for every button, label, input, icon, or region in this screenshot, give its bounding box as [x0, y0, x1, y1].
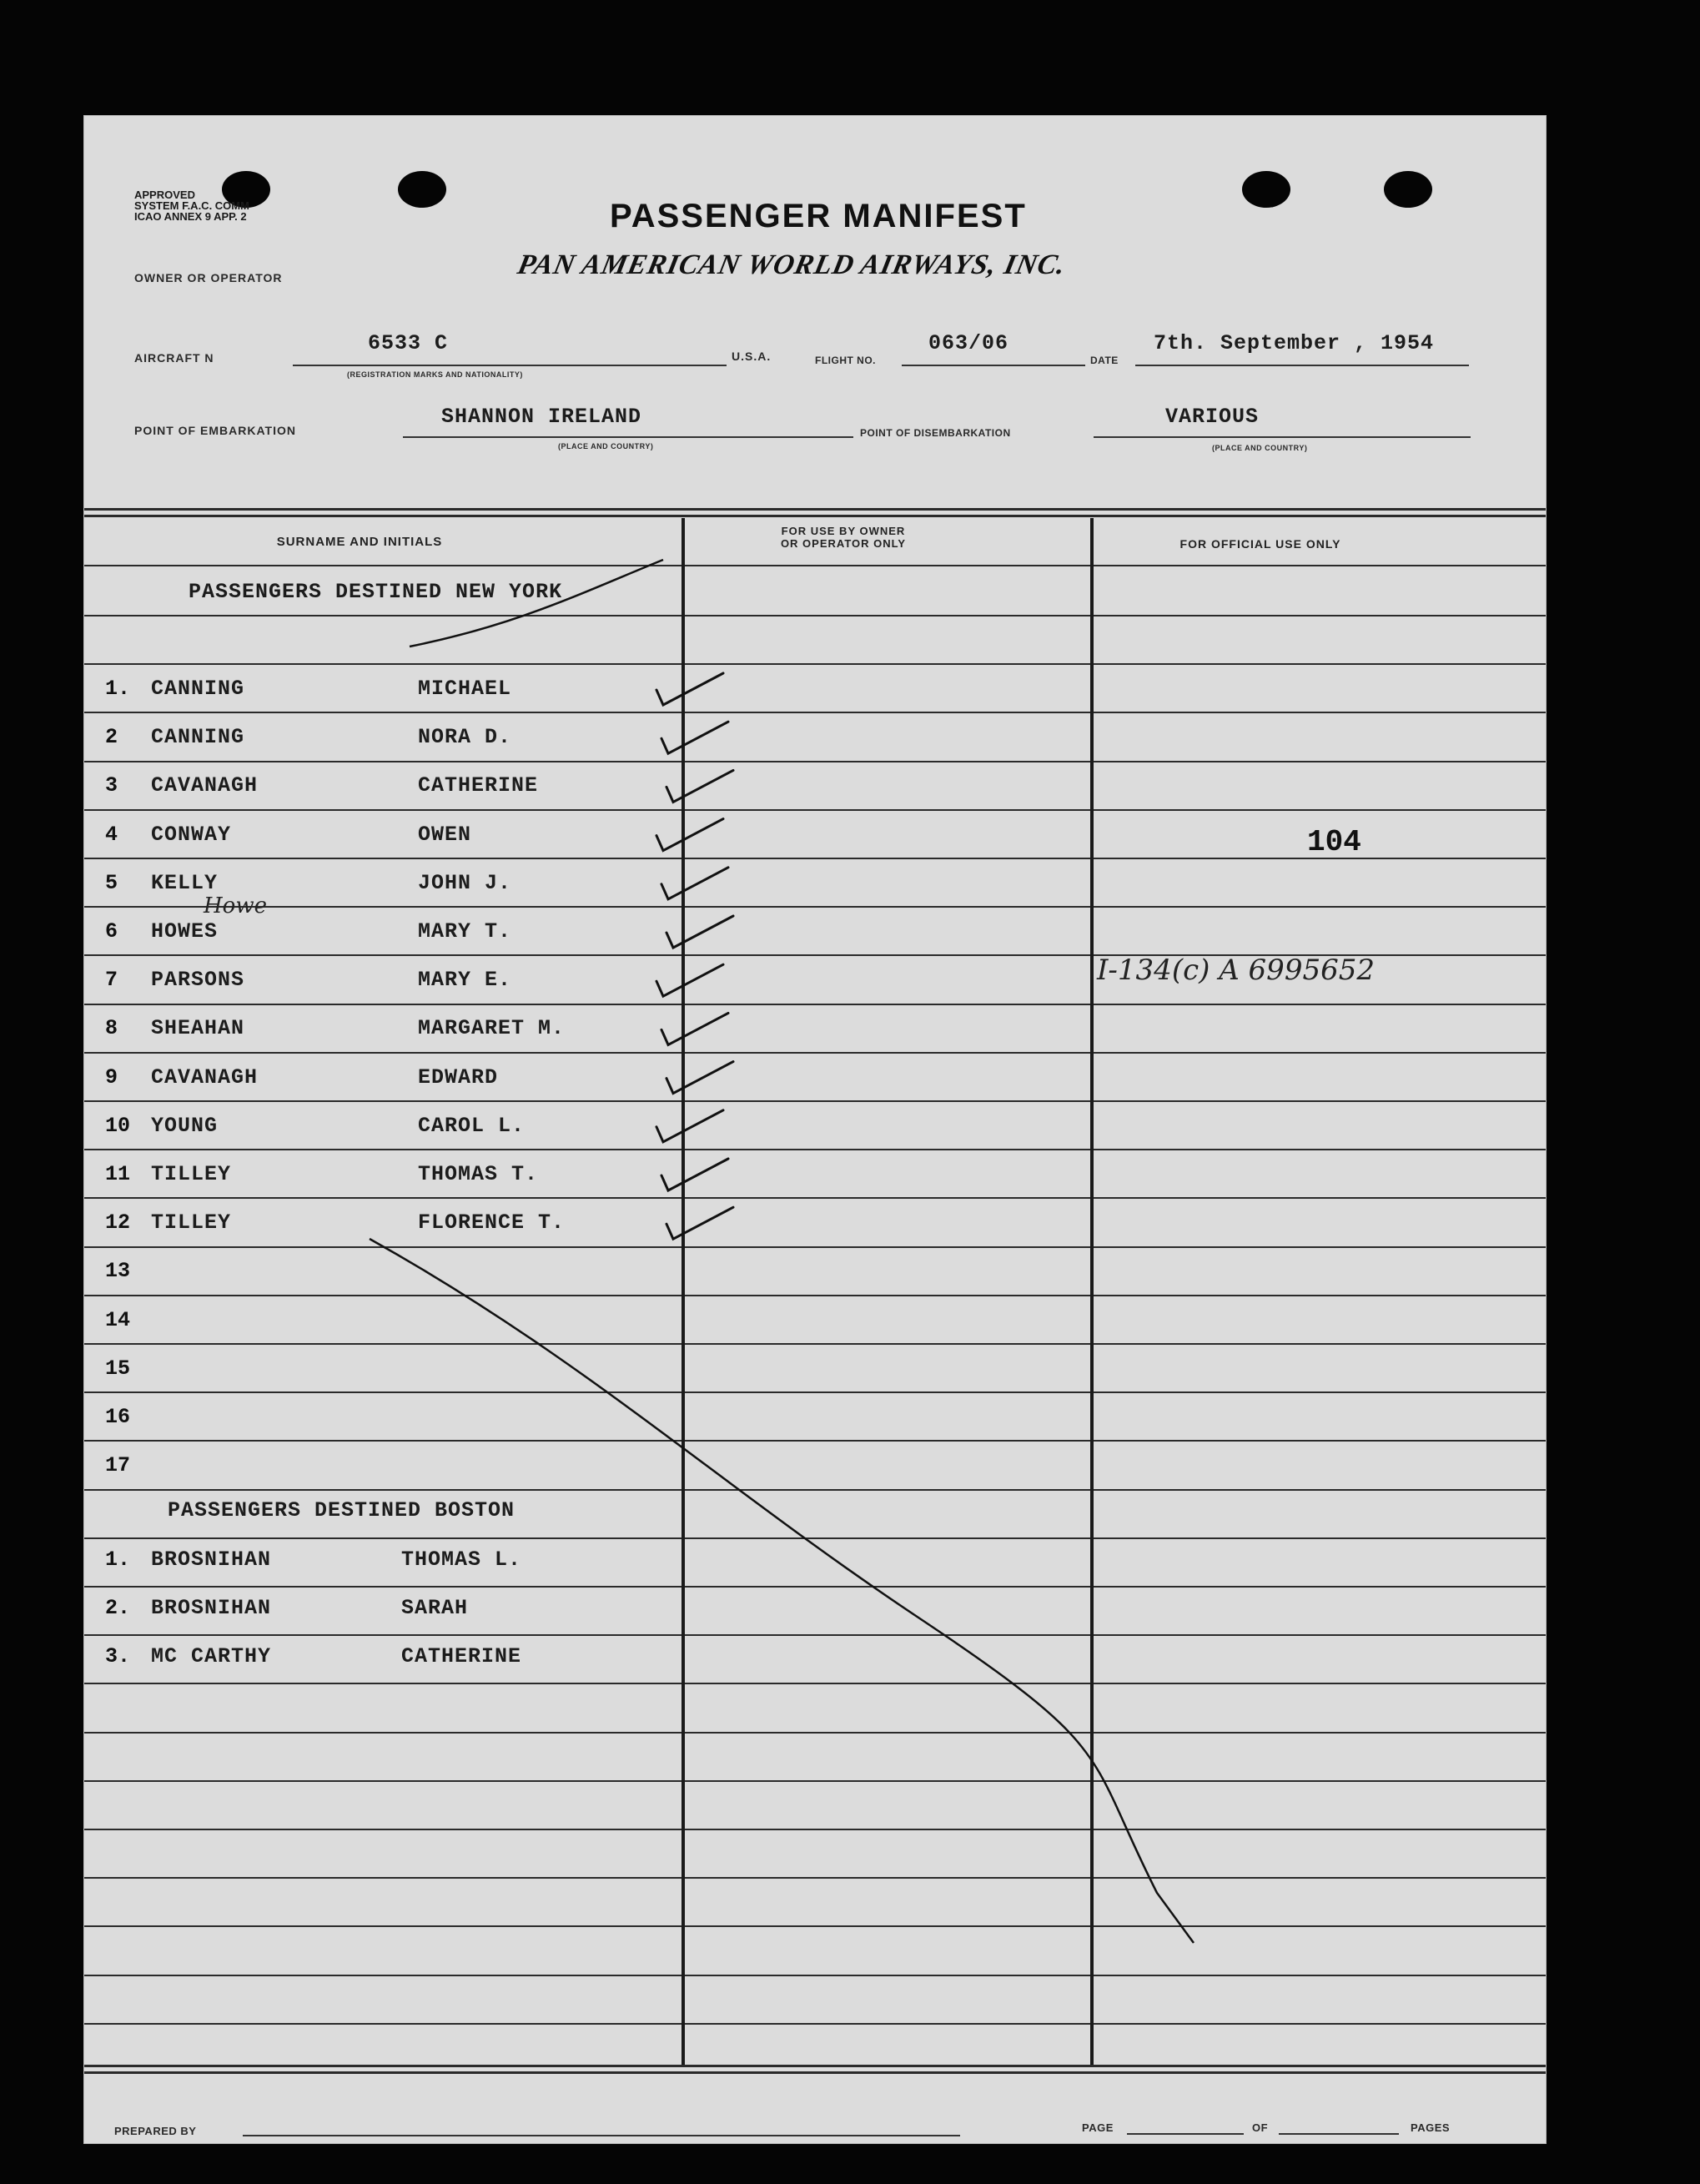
row-number: 7 — [105, 968, 118, 992]
pen-marks — [84, 116, 1546, 2143]
passenger-given-name: FLORENCE T. — [418, 1210, 566, 1235]
passenger-surname: KELLY — [151, 871, 219, 895]
disembark-label: POINT OF DISEMBARKATION — [860, 427, 1011, 439]
row-number: 14 — [105, 1308, 131, 1332]
row-number: 9 — [105, 1065, 118, 1089]
passenger-given-name: CATHERINE — [401, 1644, 522, 1668]
row-number: 10 — [105, 1114, 131, 1138]
passenger-surname: BROSNIHAN — [151, 1596, 272, 1620]
date-value: 7th. September , 1954 — [1154, 331, 1435, 355]
page-label: PAGE — [1082, 2121, 1114, 2134]
check-mark — [666, 1062, 733, 1094]
passenger-surname: BROSNIHAN — [151, 1547, 272, 1572]
pages-label: PAGES — [1411, 2121, 1451, 2134]
row-number: 6 — [105, 919, 118, 944]
howe-correction: Howe — [204, 893, 267, 918]
owner-label: OWNER OR OPERATOR — [134, 271, 283, 284]
row-number: 2. — [105, 1596, 131, 1620]
passenger-surname: CANNING — [151, 725, 245, 749]
check-mark — [661, 1159, 728, 1190]
passenger-surname: TILLEY — [151, 1162, 232, 1186]
passenger-surname: CONWAY — [151, 823, 232, 847]
section-heading-boston: PASSENGERS DESTINED BOSTON — [168, 1498, 516, 1522]
passenger-surname: CANNING — [151, 677, 245, 701]
passenger-given-name: CAROL L. — [418, 1114, 526, 1138]
passenger-surname: PARSONS — [151, 968, 245, 992]
row-number: 15 — [105, 1356, 131, 1381]
row-number: 3. — [105, 1644, 131, 1668]
passenger-surname: HOWES — [151, 919, 219, 944]
passenger-surname: TILLEY — [151, 1210, 232, 1235]
passenger-surname: SHEAHAN — [151, 1016, 245, 1040]
embark-value: SHANNON IRELAND — [441, 405, 642, 429]
flight-label: FLIGHT NO. — [815, 355, 876, 366]
disembark-value: VARIOUS — [1165, 405, 1260, 429]
footer-rule — [84, 2071, 1546, 2074]
passenger-surname: CAVANAGH — [151, 1065, 259, 1089]
check-mark — [656, 964, 723, 996]
row-number: 8 — [105, 1016, 118, 1040]
manifest-sheet — [83, 115, 1547, 2144]
row-number: 16 — [105, 1405, 131, 1429]
owner-use-line: FOR USE BY OWNER — [781, 525, 906, 537]
column-header-surname: SURNAME AND INITIALS — [276, 535, 443, 549]
flight-value: 063/06 — [928, 331, 1009, 355]
prepared-by-underline — [243, 2135, 960, 2136]
of-underline — [1279, 2133, 1399, 2135]
passenger-given-name: EDWARD — [418, 1065, 499, 1089]
date-label: DATE — [1090, 355, 1119, 366]
approval-line: ICAO ANNEX 9 APP. 2 — [134, 210, 247, 223]
registration-note: (REGISTRATION MARKS AND NATIONALITY) — [347, 370, 523, 379]
check-mark — [666, 916, 733, 948]
section-heading-new-york: PASSENGERS DESTINED NEW YORK — [189, 580, 563, 604]
passenger-surname: CAVANAGH — [151, 773, 259, 798]
usa-label: U.S.A. — [732, 350, 772, 363]
check-mark — [656, 819, 723, 851]
row-number: 5 — [105, 871, 118, 895]
passenger-given-name: OWEN — [418, 823, 472, 847]
of-label: OF — [1252, 2121, 1269, 2134]
check-marks — [656, 673, 733, 1239]
check-mark — [666, 1207, 733, 1239]
check-mark — [666, 770, 733, 802]
approval-line: SYSTEM F.A.C. COMM — [134, 199, 249, 212]
page-title: PASSENGER MANIFEST — [610, 198, 1027, 234]
column-header-official: FOR OFFICIAL USE ONLY — [1179, 537, 1341, 551]
check-mark — [661, 868, 728, 899]
footer-rule — [84, 2065, 1546, 2067]
passenger-given-name: MARY E. — [418, 968, 512, 992]
passenger-surname: YOUNG — [151, 1114, 219, 1138]
check-mark — [661, 722, 728, 753]
row-number: 3 — [105, 773, 118, 798]
passenger-given-name: JOHN J. — [418, 871, 512, 895]
check-mark — [661, 1013, 728, 1044]
prepared-by-label: PREPARED BY — [114, 2125, 197, 2137]
passenger-given-name: NORA D. — [418, 725, 512, 749]
aircraft-label: AIRCRAFT N — [134, 351, 214, 365]
check-mark — [656, 673, 723, 705]
page-underline — [1127, 2133, 1244, 2135]
passenger-given-name: MARY T. — [418, 919, 512, 944]
row-number: 13 — [105, 1259, 131, 1283]
aircraft-value: 6533 C — [368, 331, 449, 355]
passenger-given-name: MICHAEL — [418, 677, 512, 701]
passenger-surname: MC CARTHY — [151, 1644, 272, 1668]
disembark-note: (PLACE AND COUNTRY) — [1212, 444, 1308, 452]
operator-name: PAN AMERICAN WORLD AIRWAYS, INC. — [515, 249, 1069, 280]
row-number: 11 — [105, 1162, 131, 1186]
official-number: 104 — [1307, 825, 1361, 859]
row-number: 1. — [105, 1547, 131, 1572]
row-number: 1. — [105, 677, 131, 701]
passenger-given-name: THOMAS L. — [401, 1547, 522, 1572]
row-number: 4 — [105, 823, 118, 847]
owner-use-line: OR OPERATOR ONLY — [780, 537, 907, 550]
embark-label: POINT OF EMBARKATION — [134, 424, 296, 437]
embark-note: (PLACE AND COUNTRY) — [558, 442, 654, 450]
section-pen-stroke — [410, 560, 663, 647]
approval-line: APPROVED — [134, 189, 195, 201]
passenger-given-name: SARAH — [401, 1596, 469, 1620]
check-mark — [656, 1110, 723, 1142]
kelly-official-note: I-134(c) A 6995652 — [1097, 954, 1375, 987]
row-number: 2 — [105, 725, 118, 749]
row-number: 12 — [105, 1210, 131, 1235]
passenger-given-name: MARGARET M. — [418, 1016, 566, 1040]
passenger-given-name: CATHERINE — [418, 773, 539, 798]
diagonal-cancel-stroke — [370, 1239, 1194, 1943]
row-number: 17 — [105, 1453, 131, 1477]
passenger-given-name: THOMAS T. — [418, 1162, 539, 1186]
